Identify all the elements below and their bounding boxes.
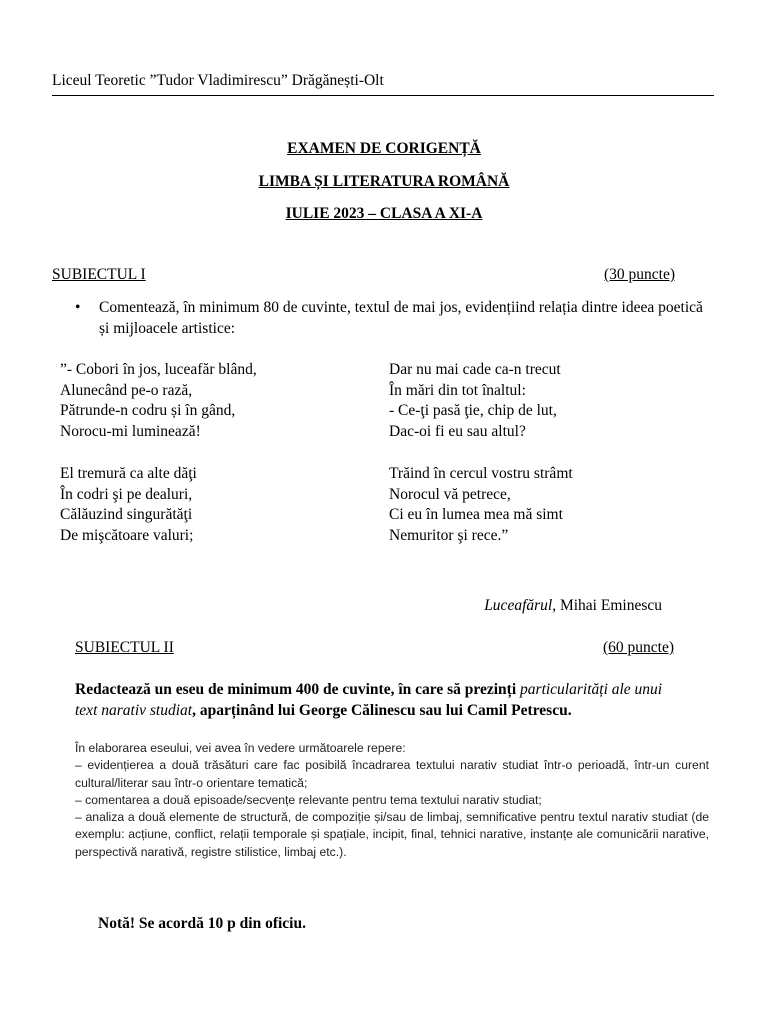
verse-line: Norocu-mi luminează!	[60, 423, 201, 441]
verse-line: Alunecând pe-o rază,	[60, 381, 193, 399]
subject2-heading	[75, 639, 674, 657]
poem-stanza-left-2	[60, 464, 197, 547]
work-author: , Mihai Eminescu	[552, 597, 662, 614]
verse-line: Ci eu în lumea mea mă simt	[389, 506, 563, 524]
verse-line: El tremură ca alte dăţi	[60, 465, 197, 482]
session-title: IULIE 2023 – CLASA A XI-A	[285, 205, 483, 222]
bullet-icon: •	[75, 299, 81, 316]
essay-guidelines	[75, 740, 709, 861]
verse-line: Trăind în cercul vostru strâmt	[389, 465, 573, 482]
verse-line: - Ce-ţi pasă ţie, chip de lut,	[389, 402, 557, 420]
verse-line: În mări din tot înaltul:	[389, 381, 526, 399]
essay-text-2: , aparținând lui George Călinescu sau lui Camil Petrescu.	[192, 702, 572, 719]
verse-line: Norocul vă petrece,	[389, 485, 511, 503]
work-title: Luceafărul	[484, 597, 553, 614]
verse-line: Pătrunde-n codru și în gând,	[60, 402, 236, 420]
header-divider	[52, 95, 714, 96]
verse-line: Dac-oi fi eu sau altul?	[389, 423, 526, 441]
verse-line: Călăuzind singurătăţi	[60, 506, 193, 524]
subject2-points: (60 puncte)	[602, 639, 674, 656]
school-header: Liceul Teoretic ”Tudor Vladimirescu” Drăgănești-Olt	[52, 72, 384, 89]
guideline-intro: În elaborarea eseului, vei avea în vedere următoarele repere:	[75, 741, 406, 755]
poem-attribution	[484, 597, 662, 615]
verse-line: De mişcătoare valuri;	[60, 527, 194, 545]
essay-text-1: Redactează un eseu de minimum 400 de cuvinte, în care să prezinți	[75, 681, 521, 698]
guideline-item: – evidențierea a două trăsături care fac posibilă încadrarea textului narativ studiat într-o perioadă, într-un curent cultural/literar sau într-o orientare tematică;	[75, 758, 709, 790]
grading-note: Notă! Se acordă 10 p din oficiu.	[98, 915, 306, 932]
essay-instruction	[75, 679, 675, 721]
subject-title: LIMBA ȘI LITERATURA ROMÂNĂ	[258, 173, 510, 190]
verse-line: Nemuritor şi rece.”	[389, 527, 509, 545]
subject2-label: SUBIECTUL II	[75, 639, 174, 656]
exam-title: EXAMEN DE CORIGENȚĂ	[287, 140, 481, 157]
essay-text-italic: particularități ale unui text narativ studiat	[75, 681, 663, 719]
subject1-heading	[52, 266, 675, 284]
poem-stanza-right-1	[389, 360, 561, 443]
poem-stanza-left-1	[60, 360, 257, 443]
guideline-item: – comentarea a două episoade/secvențe relevante pentru tema textului narativ studiat;	[75, 792, 542, 807]
guideline-item: – analiza a două elemente de structură, de compoziție și/sau de limbaj, semnificative pentru textul narativ studiat (de exemplu: acțiune, conflict, relații temporale și spațiale, incipit, final, tehnici narative, instanțe ale comunicării narative, perspectivă narativă, registre stilistice, limbaj etc.).	[75, 810, 709, 859]
verse-line: Dar nu mai cade ca-n trecut	[389, 361, 561, 378]
poem-stanza-right-2	[389, 464, 573, 547]
instruction-text: Comentează, în minimum 80 de cuvinte, textul de mai jos, evidențiind relația dintre ideea poetică și mijloacele artistice:	[99, 299, 703, 337]
verse-line: În codri şi pe dealuri,	[60, 485, 193, 503]
verse-line: ”- Cobori în jos, luceafăr blând,	[60, 361, 257, 378]
subject1-points: (30 puncte)	[603, 266, 675, 283]
subject1-label: SUBIECTUL I	[52, 266, 146, 283]
